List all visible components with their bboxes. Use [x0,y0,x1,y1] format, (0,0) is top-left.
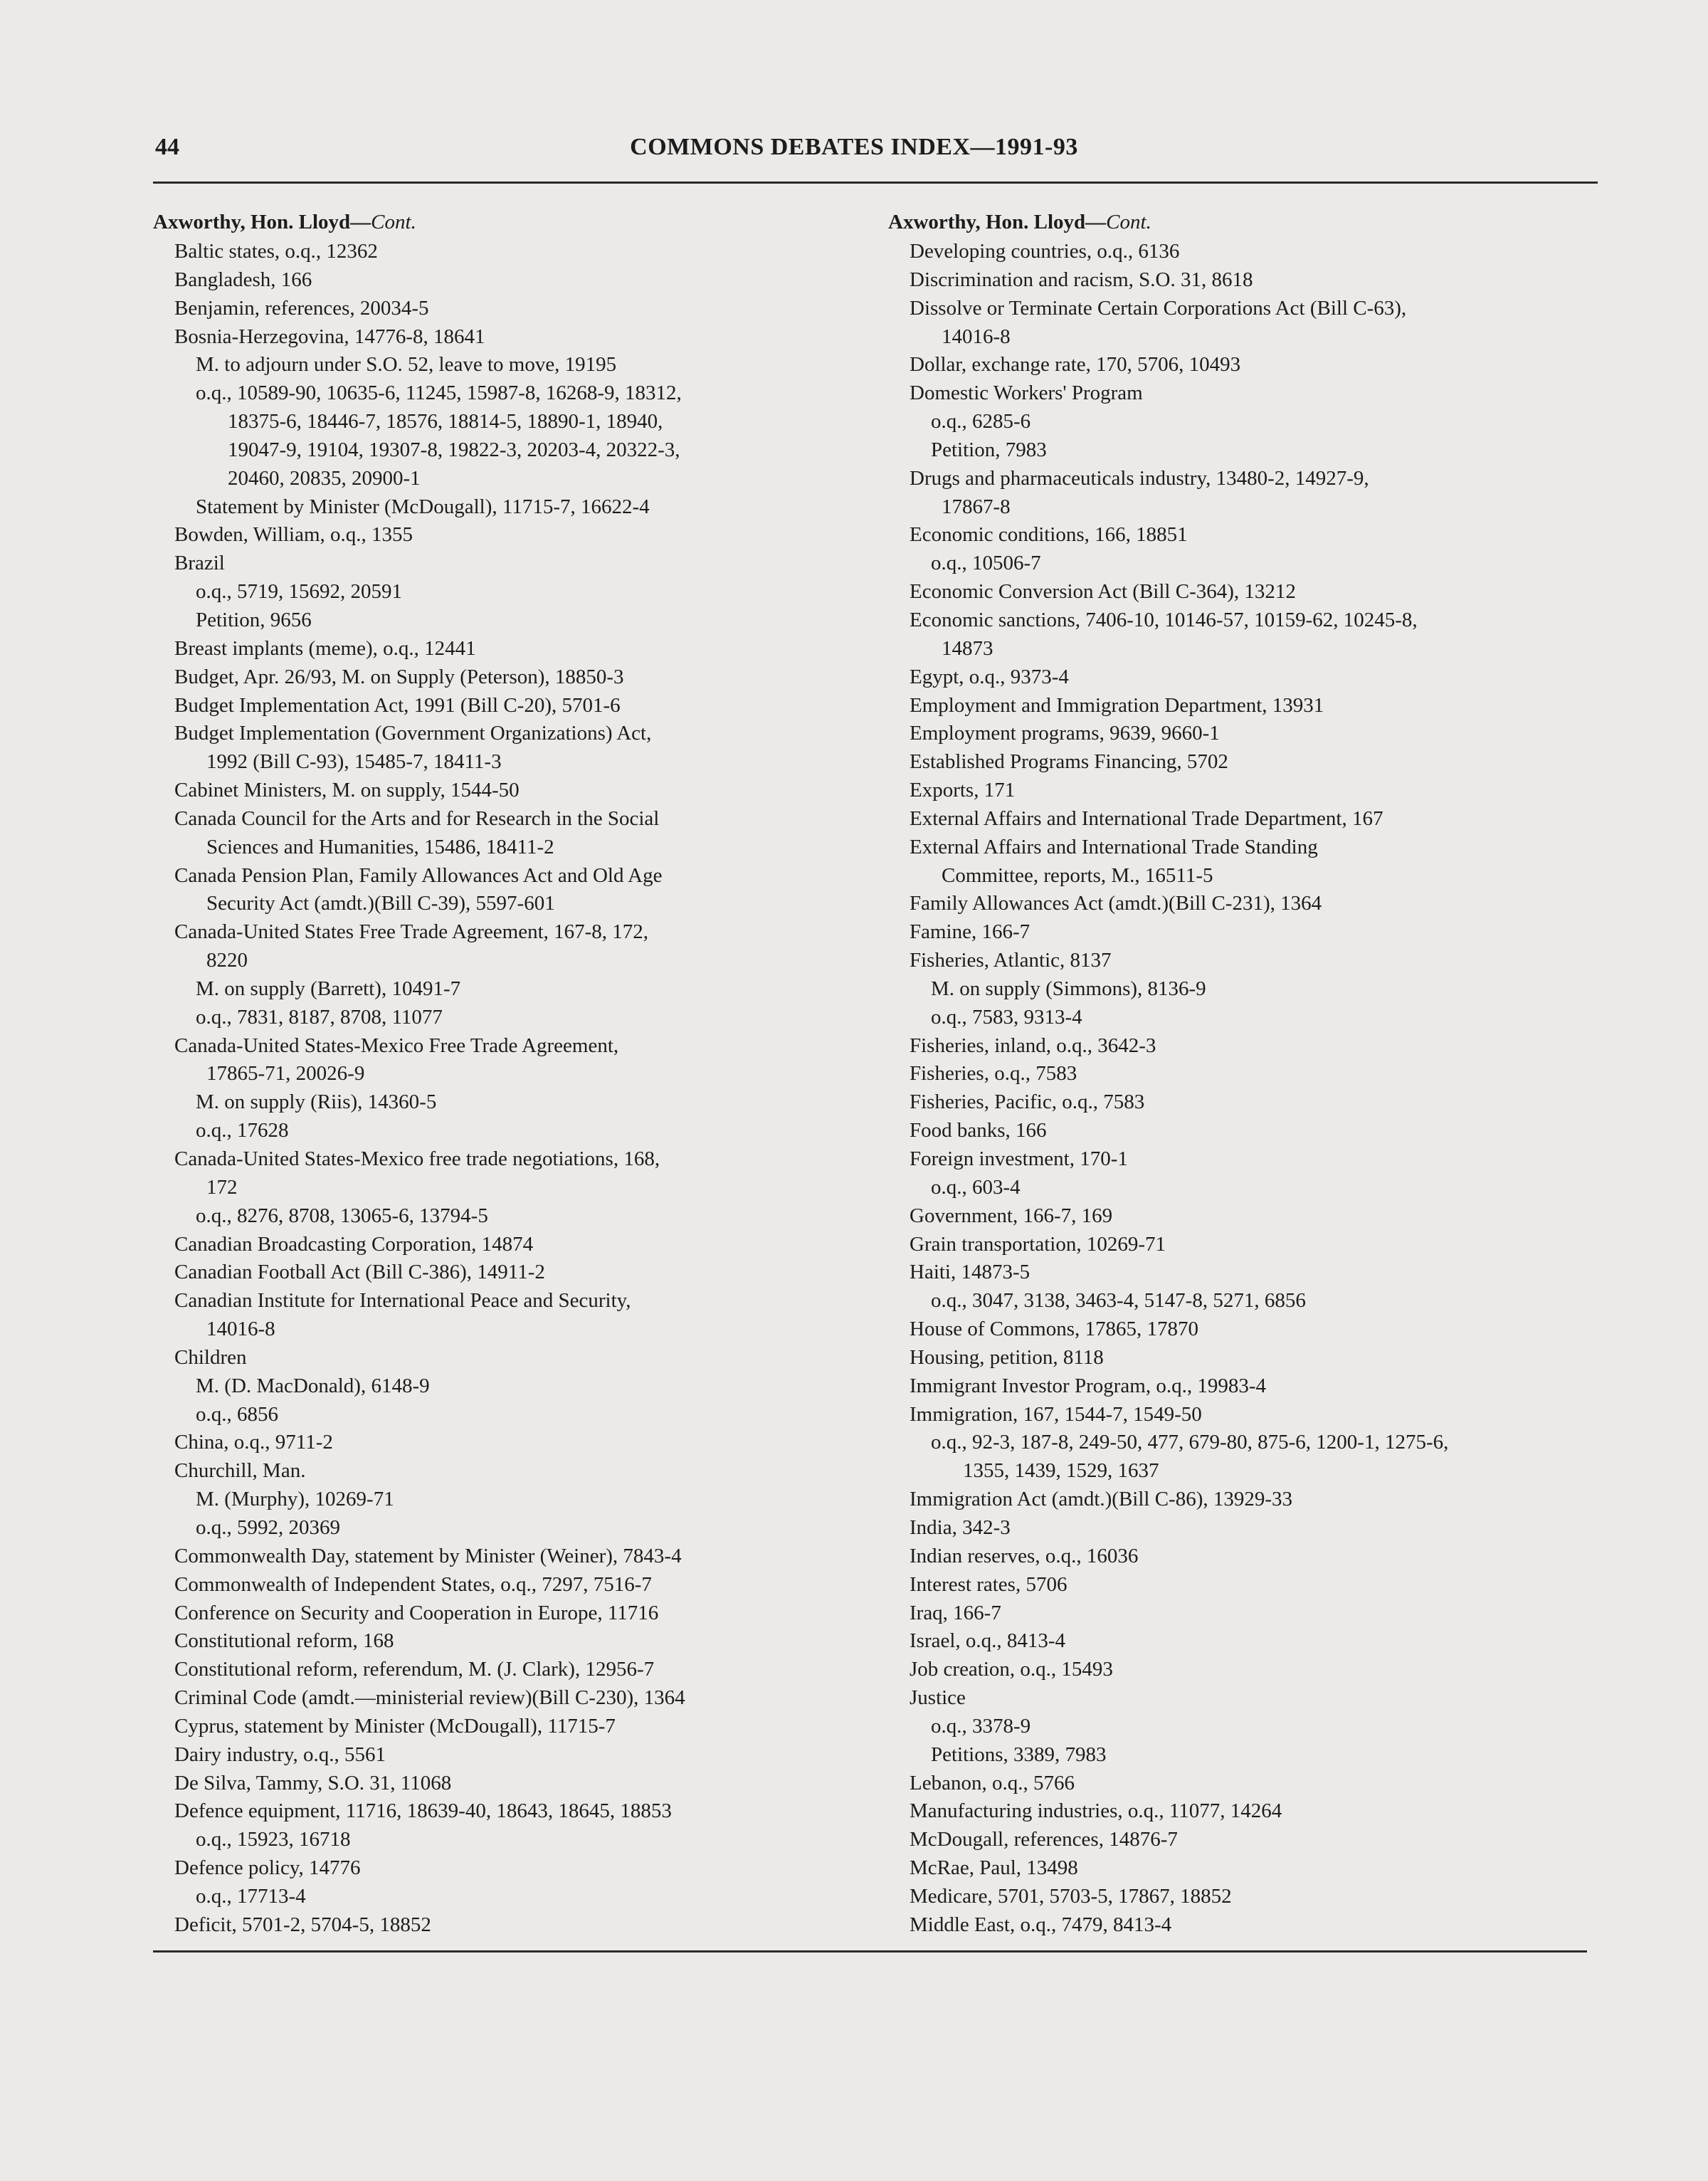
index-entry-line: Canada Council for the Arts and for Research in the Social [174,806,660,830]
index-entry-line: o.q., 10589-90, 10635-6, 11245, 15987-8, 16268-9, 18312, [196,382,682,405]
header-rule [153,182,1598,184]
index-entries-right [888,238,1593,1940]
index-entry-line: Indian reserves, o.q., 16036 [910,1544,1139,1567]
index-entry-line: De Silva, Tammy, S.O. 31, 11068 [174,1771,452,1794]
index-entry-line: Foreign investment, 170-1 [910,1147,1128,1170]
index-entry-line: o.q., 17713-4 [196,1884,306,1908]
index-entries-left [153,238,872,1940]
index-entry-line: Job creation, o.q., 15493 [910,1658,1113,1681]
index-entry-line: o.q., 6856 [196,1402,278,1426]
heading-cont: Cont. [1106,211,1151,233]
index-column-left [153,208,872,1940]
page-title: COMMONS DEBATES INDEX—1991-93 [630,134,1078,160]
index-entry-line: o.q., 17628 [196,1119,289,1142]
index-entry-line: Iraq, 166-7 [910,1601,1001,1624]
index-entry-line: Grain transportation, 10269-71 [910,1232,1166,1256]
index-entry-line: o.q., 603-4 [931,1175,1021,1199]
index-entry-line: Canada-United States-Mexico Free Trade Agreement, [174,1034,619,1057]
index-entry-line: M. on supply (Simmons), 8136-9 [931,977,1206,1000]
column-heading [888,208,1593,236]
index-entry-line: Budget, Apr. 26/93, M. on Supply (Peterson), 18850-3 [174,665,624,688]
index-entry-line: Immigrant Investor Program, o.q., 19983-4 [910,1374,1266,1397]
index-entry-line: Economic sanctions, 7406-10, 10146-57, 10159-62, 10245-8, [910,608,1418,631]
index-entry-line: Fisheries, Pacific, o.q., 7583 [910,1090,1145,1114]
index-entry-line: Exports, 171 [910,779,1016,802]
index-entry-line: McRae, Paul, 13498 [910,1856,1078,1880]
index-column-right [888,208,1593,1940]
index-entry-line: o.q., 7831, 8187, 8708, 11077 [196,1005,443,1029]
index-entry-line: Bangladesh, 166 [174,268,312,291]
index-entry-line: Egypt, o.q., 9373-4 [910,665,1069,688]
index-entry-line: Deficit, 5701-2, 5704-5, 18852 [174,1913,431,1936]
index-entry-line: Established Programs Financing, 5702 [910,750,1228,774]
index-entry-line: M. (Murphy), 10269-71 [196,1488,394,1511]
heading-name: Axworthy, Hon. Lloyd— [153,211,371,233]
index-entry-line: Discrimination and racism, S.O. 31, 8618 [910,268,1253,291]
index-entry-line: Petitions, 3389, 7983 [931,1743,1107,1766]
index-entry-line: Budget Implementation (Government Organizations) Act, [174,722,652,745]
index-entry-line: House of Commons, 17865, 17870 [910,1318,1198,1341]
index-entry-line: Haiti, 14873-5 [910,1261,1030,1284]
index-entry-line: Israel, o.q., 8413-4 [910,1629,1066,1653]
footer-rule [153,1950,1587,1953]
index-entry-line: 18375-6, 18446-7, 18576, 18814-5, 18890-1, 18940, [228,410,663,433]
index-entry-line: Lebanon, o.q., 5766 [910,1771,1075,1794]
index-entry-line: 8220 [206,949,248,972]
index-entry-line: Housing, petition, 8118 [910,1345,1104,1369]
index-entry-line: China, o.q., 9711-2 [174,1431,333,1454]
index-entry-line: Defence equipment, 11716, 18639-40, 18643, 18645, 18853 [174,1799,672,1823]
index-entry-line: Employment and Immigration Department, 13931 [910,693,1324,717]
index-entry-line: o.q., 5992, 20369 [196,1515,340,1539]
index-entry-line: o.q., 5719, 15692, 20591 [196,580,402,604]
index-entry-line: Dollar, exchange rate, 170, 5706, 10493 [910,353,1241,377]
index-entry-line: 172 [206,1175,238,1199]
index-entry-line: Petition, 9656 [196,608,312,631]
index-entry-line: Security Act (amdt.)(Bill C-39), 5597-601 [206,892,555,915]
index-entry-line: 17867-8 [942,495,1011,518]
index-entry-line: Famine, 166-7 [910,920,1030,944]
heading-cont: Cont. [371,211,416,233]
index-entry-line: 14016-8 [206,1318,275,1341]
index-entry-line: Statement by Minister (McDougall), 11715-7, 16622-4 [196,495,650,518]
index-entry-line: External Affairs and International Trade Standing [910,835,1318,858]
index-entry-line: Defence policy, 14776 [174,1856,361,1880]
index-entry-line: o.q., 7583, 9313-4 [931,1005,1082,1029]
index-entry-line: Constitutional reform, referendum, M. (J. Clark), 12956-7 [174,1658,655,1681]
index-entry-line: Committee, reports, M., 16511-5 [942,863,1213,887]
index-entry-line: o.q., 92-3, 187-8, 249-50, 477, 679-80, 875-6, 1200-1, 1275-6, [931,1431,1449,1454]
index-entry-line: Petition, 7983 [931,438,1047,461]
index-entry-line: Brazil [174,552,225,575]
index-entry-line: Canadian Institute for International Peace and Security, [174,1289,631,1313]
index-entry-line: External Affairs and International Trade Department, 167 [910,806,1383,830]
index-entry-line: Breast implants (meme), o.q., 12441 [174,636,476,660]
index-entry-line: 17865-71, 20026-9 [206,1062,365,1086]
index-entry-line: Commonwealth of Independent States, o.q., 7297, 7516-7 [174,1572,652,1596]
index-entry-line: Bosnia-Herzegovina, 14776-8, 18641 [174,325,485,348]
index-entry-line: Commonwealth Day, statement by Minister (Weiner), 7843-4 [174,1544,682,1567]
index-entry-line: Bowden, William, o.q., 1355 [174,523,413,547]
index-entry-line: o.q., 15923, 16718 [196,1828,351,1851]
index-entry-line: M. on supply (Riis), 14360-5 [196,1090,437,1114]
index-entry-line: Benjamin, references, 20034-5 [174,296,429,320]
index-entry-line: Interest rates, 5706 [910,1572,1068,1596]
index-entry-line: Justice [910,1686,966,1710]
index-entry-line: Dissolve or Terminate Certain Corporations Act (Bill C-63), [910,296,1407,320]
index-entry-line: Cyprus, statement by Minister (McDougall), 11715-7 [174,1714,616,1738]
page-number: 44 [155,134,179,160]
index-entry-line: Food banks, 166 [910,1119,1047,1142]
index-entry-line: India, 342-3 [910,1515,1011,1539]
index-entry-line: 14873 [942,636,993,660]
index-entry-line: Criminal Code (amdt.—ministerial review)(Bill C-230), 1364 [174,1686,685,1710]
index-entry-line: Immigration Act (amdt.)(Bill C-86), 13929-33 [910,1488,1293,1511]
index-entry-line: Constitutional reform, 168 [174,1629,394,1653]
index-entry-line: Employment programs, 9639, 9660-1 [910,722,1220,745]
index-entry-line: M. to adjourn under S.O. 52, leave to move, 19195 [196,353,617,377]
index-entry-line: o.q., 3378-9 [931,1714,1031,1738]
index-entry-line: o.q., 10506-7 [931,552,1041,575]
index-entry-line: Children [174,1345,247,1369]
index-entry-line: Cabinet Ministers, M. on supply, 1544-50 [174,779,520,802]
index-entry-line: Churchill, Man. [174,1459,306,1483]
index-entry-line: Middle East, o.q., 7479, 8413-4 [910,1913,1172,1936]
index-entry-line: Baltic states, o.q., 12362 [174,240,378,263]
index-entry-line: Developing countries, o.q., 6136 [910,240,1180,263]
index-entry-line: McDougall, references, 14876-7 [910,1828,1178,1851]
index-entry-line: Economic conditions, 166, 18851 [910,523,1188,547]
index-entry-line: Budget Implementation Act, 1991 (Bill C-20), 5701-6 [174,693,621,717]
index-entry-line: Canadian Broadcasting Corporation, 14874 [174,1232,534,1256]
index-entry-line: Canada Pension Plan, Family Allowances Act and Old Age [174,863,663,887]
index-entry-line: Domestic Workers' Program [910,382,1143,405]
index-entry-line: Sciences and Humanities, 15486, 18411-2 [206,835,554,858]
index-entry-line: Dairy industry, o.q., 5561 [174,1743,386,1766]
index-entry-line: Fisheries, Atlantic, 8137 [910,949,1112,972]
index-entry-line: Family Allowances Act (amdt.)(Bill C-231), 1364 [910,892,1322,915]
index-entry-line: Fisheries, o.q., 7583 [910,1062,1077,1086]
column-heading [153,208,872,236]
heading-name: Axworthy, Hon. Lloyd— [888,211,1107,233]
index-entry-line: M. on supply (Barrett), 10491-7 [196,977,461,1000]
index-entry-line: 1992 (Bill C-93), 15485-7, 18411-3 [206,750,502,774]
index-entry-line: o.q., 8276, 8708, 13065-6, 13794-5 [196,1204,488,1227]
index-entry-line: Fisheries, inland, o.q., 3642-3 [910,1034,1156,1057]
index-entry-line: o.q., 6285-6 [931,410,1031,433]
index-entry-line: Canadian Football Act (Bill C-386), 14911-2 [174,1261,545,1284]
index-entry-line: Canada-United States Free Trade Agreement, 167-8, 172, [174,920,649,944]
index-entry-line: Immigration, 167, 1544-7, 1549-50 [910,1402,1202,1426]
index-entry-line: 1355, 1439, 1529, 1637 [963,1459,1159,1483]
index-entry-line: Drugs and pharmaceuticals industry, 13480-2, 14927-9, [910,466,1369,490]
index-entry-line: o.q., 3047, 3138, 3463-4, 5147-8, 5271, 6856 [931,1289,1306,1313]
index-entry-line: Economic Conversion Act (Bill C-364), 13212 [910,580,1296,604]
index-entry-line: Manufacturing industries, o.q., 11077, 14264 [910,1799,1282,1823]
index-entry-line: Medicare, 5701, 5703-5, 17867, 18852 [910,1884,1232,1908]
index-entry-line: Conference on Security and Cooperation in Europe, 11716 [174,1601,659,1624]
index-entry-line: Canada-United States-Mexico free trade negotiations, 168, [174,1147,660,1170]
index-entry-line: 19047-9, 19104, 19307-8, 19822-3, 20203-4, 20322-3, [228,438,680,461]
index-entry-line: 14016-8 [942,325,1011,348]
index-entry-line: 20460, 20835, 20900-1 [228,466,421,490]
index-entry-line: Government, 166-7, 169 [910,1204,1113,1227]
index-entry-line: M. (D. MacDonald), 6148-9 [196,1374,430,1397]
